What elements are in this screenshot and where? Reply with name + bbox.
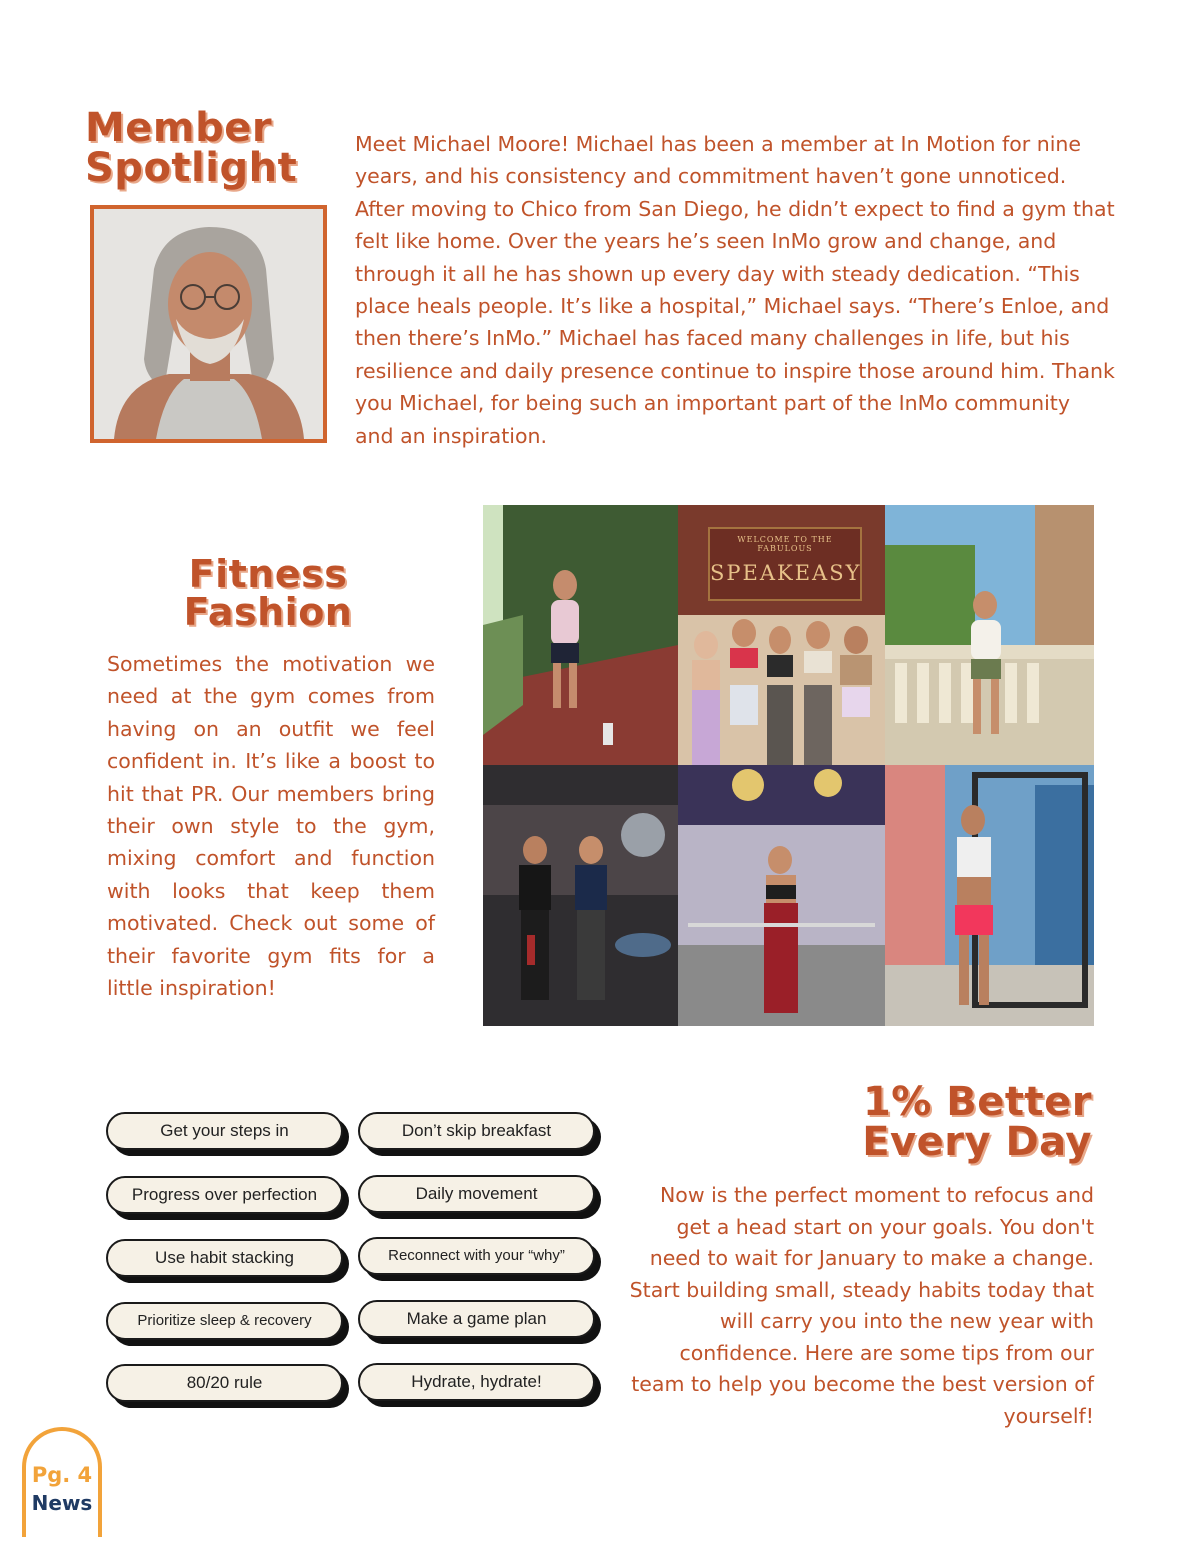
tip-pill-3: Progress over perfection xyxy=(106,1176,343,1214)
speakeasy-sign-small-text: WELCOME TO THE FABULOUS xyxy=(737,535,833,553)
tip-pill-6: Reconnect with your “why” xyxy=(358,1237,595,1275)
photo-woman-hedge-image xyxy=(483,505,678,765)
fitness-fashion-title xyxy=(163,552,373,634)
tip-pill-1: Get your steps in xyxy=(106,1112,343,1150)
photo-woman-balcony-image xyxy=(885,505,1094,765)
speakeasy-sign xyxy=(708,527,862,601)
photo-woman-balcony xyxy=(885,505,1094,765)
photo-two-men-gym xyxy=(483,765,678,1026)
photo-two-men-gym-image xyxy=(483,765,678,1026)
better-every-day-title-line2: Every Day xyxy=(862,1119,1092,1165)
tip-pill-9: 80/20 rule xyxy=(106,1364,343,1402)
member-portrait-illustration xyxy=(94,209,323,439)
tip-pill-5: Use habit stacking xyxy=(106,1239,343,1277)
photo-woman-red-leggings xyxy=(678,765,885,1026)
photo-woman-pink-shorts xyxy=(885,765,1094,1026)
member-spotlight-title-line2: Spotlight xyxy=(85,145,298,191)
better-every-day-text: Now is the perfect moment to refocus and get a head start on your goals. You don't need to wait for January to make a change. Start building small, steady habits today that will carry you into the new year with confidence. Here are some tips from our team to help you become the best version of yourself! xyxy=(629,1183,1094,1428)
page-number-badge xyxy=(22,1427,102,1537)
fitness-fashion-title-line2: Fashion xyxy=(183,590,353,634)
member-spotlight-text: Meet Michael Moore! Michael has been a member at In Motion for nine years, and his consistency and commitment haven’t gone unnoticed. After moving to Chico from San Diego, he didn’t expect to find a gym that felt like home. Over the years he’s seen InMo grow and change, and through it all he has shown up every day with steady dedication. “This place heals people. It’s like a hospital,” Michael says. “There’s Enloe, and then there’s InMo.” Michael has faced many challenges in life, but his resilience and daily presence continue to inspire those around him. Thank you Michael, for being such an important part of the InMo community and an inspiration. xyxy=(355,132,1115,448)
member-portrait-photo xyxy=(90,205,327,443)
fitness-fashion-title-line1: Fitness xyxy=(188,552,348,596)
tip-pill-4: Daily movement xyxy=(358,1175,595,1213)
better-every-day-title xyxy=(862,1079,1092,1165)
page-number: Pg. 4 xyxy=(31,1463,93,1487)
tip-pill-2: Don’t skip breakfast xyxy=(358,1112,595,1150)
speakeasy-sign-big-text: SPEAKEASY xyxy=(710,561,862,585)
photo-woman-red-leggings-image xyxy=(678,765,885,1026)
tip-pill-8: Make a game plan xyxy=(358,1300,595,1338)
fitness-fashion-photo-collage xyxy=(483,505,1094,1026)
photo-woman-hedge xyxy=(483,505,678,765)
member-spotlight-title-line1: Member xyxy=(85,105,273,151)
photo-woman-pink-shorts-image xyxy=(885,765,1094,1026)
fitness-fashion-text: Sometimes the motivation we need at the gym comes from having on an outfit we feel confident in. It’s like a boost to hit that PR. Our members bring their own style to the gym, mixing comfort and function with looks that keep them motivated. Check out some of their favorite gym fits for a little inspiration! xyxy=(107,652,435,1001)
tip-pill-7: Prioritize sleep & recovery xyxy=(106,1302,343,1340)
member-spotlight-title xyxy=(85,105,298,191)
better-every-day-title-line1: 1% Better xyxy=(862,1079,1092,1125)
section-label: News xyxy=(31,1491,93,1515)
tip-pill-10: Hydrate, hydrate! xyxy=(358,1363,595,1401)
photo-group-speakeasy xyxy=(678,505,885,765)
